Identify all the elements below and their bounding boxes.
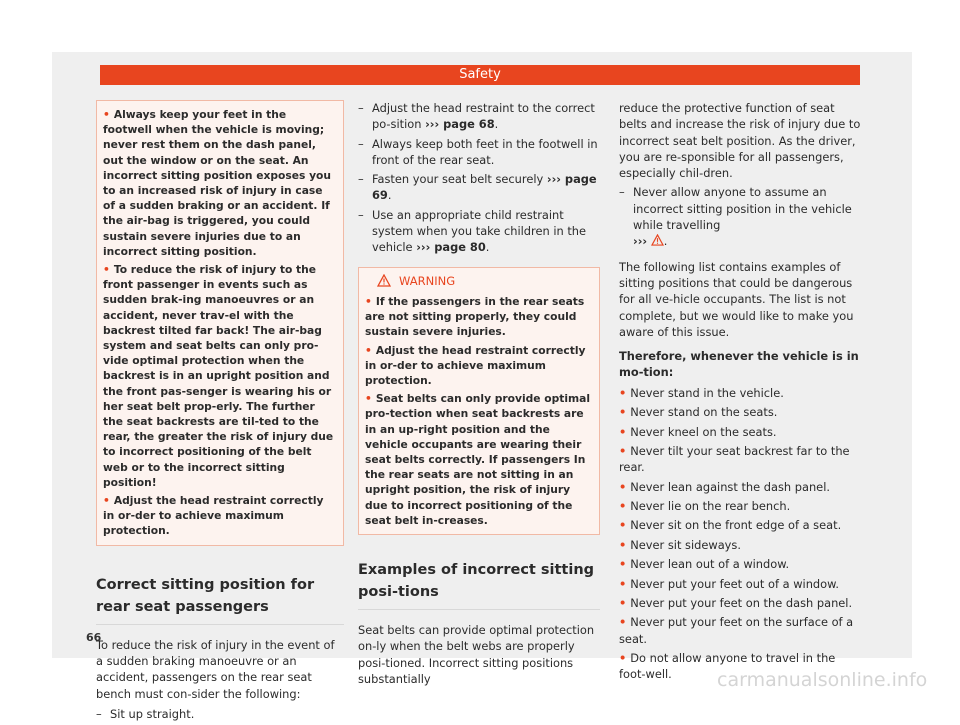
bullet-icon: • — [619, 499, 627, 513]
list-item: • Never stand on the seats. — [619, 405, 778, 420]
bullet-icon: • — [619, 424, 627, 439]
dash-item: – Use an appropriate child restraint system when you take children in the vehicle ››› page 80. — [358, 207, 587, 255]
bullet-icon: • — [619, 576, 627, 591]
bullet-list — [619, 385, 863, 683]
warning-item: • Adjust the head restraint correctly in or-der to achieve maximum protection. — [365, 343, 586, 387]
callout-item: • Adjust the head restraint correctly in or-der to achieve maximum protection. — [103, 494, 324, 538]
page-reference-link[interactable]: ››› page 68 — [425, 117, 495, 132]
bullet-icon: • — [619, 405, 627, 420]
dash-item: – Always keep both feet in the footwell in front of the rear seat. — [358, 136, 598, 167]
warning-triangle-icon — [651, 234, 664, 246]
list-item: • Do not allow anyone to travel in the foot-well. — [619, 651, 836, 682]
warning-item: • If the passengers in the rear seats are not sitting properly, they could sustain severe injuries. — [365, 294, 585, 339]
watermark: carmanualsonline.info — [717, 669, 928, 691]
column-3 — [619, 100, 863, 686]
section-title: Correct sitting position for rear seat passengers — [96, 574, 344, 625]
warning-item: • Seat belts can only provide optimal pro-tection when seat backrests are in an up-right position and the vehicle occupants are wearing their seat belts correctly. If passengers In the rear seats are not sitting in an upright position, the risk of injury due to incorrect positioning of the seat belt in-creases. — [365, 392, 591, 527]
callout-item: • Always keep your feet in the footwell when the vehicle is moving; never rest them on the dash panel, out the window or on the seat. An incorrect sitting position exposes you to an increased risk of injury in case of a sudden braking or an accident. If the air-bag is triggered, you could sustain severe injuries due to an incorrect sitting position. — [103, 108, 331, 258]
intro-text: To reduce the risk of injury in the event of a sudden braking manoeuvre or an accident, passengers on the rear seat bench must con-sider the following: — [96, 637, 335, 701]
bullet-icon: • — [103, 263, 110, 277]
page-header: Safety — [100, 65, 860, 85]
bullet-icon: • — [365, 392, 372, 406]
intro-text: Seat belts can provide optimal protection on-ly when the belt webs are properly posi-tioned. Incorrect sitting positions substantially — [358, 623, 595, 686]
warning-box — [358, 267, 600, 535]
list-item: • Never kneel on the seats. — [619, 424, 777, 439]
bullet-icon: • — [103, 108, 110, 121]
bullet-icon: • — [619, 537, 627, 552]
warning-callout-continued — [96, 100, 344, 546]
bullet-icon: • — [619, 595, 627, 610]
dash-item: – Never allow anyone to assume an incorrect sitting position in the vehicle while travelling ››› . — [619, 185, 852, 249]
column-2 — [358, 100, 600, 691]
bullet-icon: • — [365, 294, 372, 308]
list-item: • Never lean against the dash panel. — [619, 479, 830, 494]
bullet-icon: • — [619, 518, 627, 533]
bullet-icon: • — [365, 343, 372, 357]
column-1 — [96, 100, 344, 725]
warning-header: WARNING — [365, 273, 592, 289]
section-title: Examples of incorrect sitting posi-tions — [358, 559, 600, 610]
bullet-icon: • — [103, 494, 110, 508]
list-item: • Never sit sideways. — [619, 537, 741, 552]
callout-item: • To reduce the risk of injury to the front passenger in events such as sudden brak-ing manoeuvres or an accident, never trav-el with the backrest tilted far back! The air-bag system and seat belts can only pro-vide optimal protection when the backrest is in an upright position and the front pas-senger is wearing his or her seat belt prop-erly. The further the seat backrests are til-ted to the rear, the greater the risk of injury due to incorrect positioning of the belt web or to the incorrect sitting position! — [103, 263, 334, 489]
page-reference-link[interactable]: ››› page 80 — [416, 240, 486, 255]
dash-item: – Adjust the head restraint to the correct po-sition ››› page 68. — [358, 101, 595, 132]
list-item: • Never tilt your seat backrest far to the rear. — [619, 443, 850, 475]
page-reference-link[interactable]: ››› — [633, 234, 648, 249]
list-item: • Never put your feet on the surface of a seat. — [619, 615, 854, 646]
bullet-icon: • — [619, 651, 627, 666]
bullet-icon: • — [619, 385, 627, 400]
list-item: • Never put your feet on the dash panel. — [619, 595, 853, 610]
dash-item: – Fasten your seat belt securely ››› page 69. — [358, 172, 597, 203]
body-text: The following list contains examples of sitting positions that could be dangerous for all ve-hicle occupants. The list is not complete, but we would like to make you aware of this issue. — [619, 259, 854, 339]
bullet-icon: • — [619, 615, 627, 630]
bullet-icon: • — [619, 479, 627, 494]
list-item: • Never lean out of a window. — [619, 557, 790, 572]
list-item: • Never lie on the rear bench. — [619, 499, 791, 513]
list-item: • Never sit on the front edge of a seat. — [619, 518, 842, 533]
bullet-icon: • — [619, 557, 627, 572]
warning-triangle-icon — [377, 274, 391, 287]
bold-lead: Therefore, whenever the vehicle is in mo-tion: — [619, 349, 859, 380]
page-number: 66 — [86, 631, 102, 644]
list-item: • Never put your feet out of a window. — [619, 576, 840, 591]
page-reference-link[interactable]: ››› page 69 — [372, 172, 597, 203]
bullet-icon: • — [619, 443, 627, 458]
dash-item: – Sit up straight. — [96, 706, 195, 721]
list-item: • Never stand in the vehicle. — [619, 385, 784, 400]
body-text: reduce the protective function of seat belts and increase the risk of injury due to incorrect seat belt position. As the driver, you are re-sponsible for all passengers, especially chil-dren. — [619, 101, 861, 181]
